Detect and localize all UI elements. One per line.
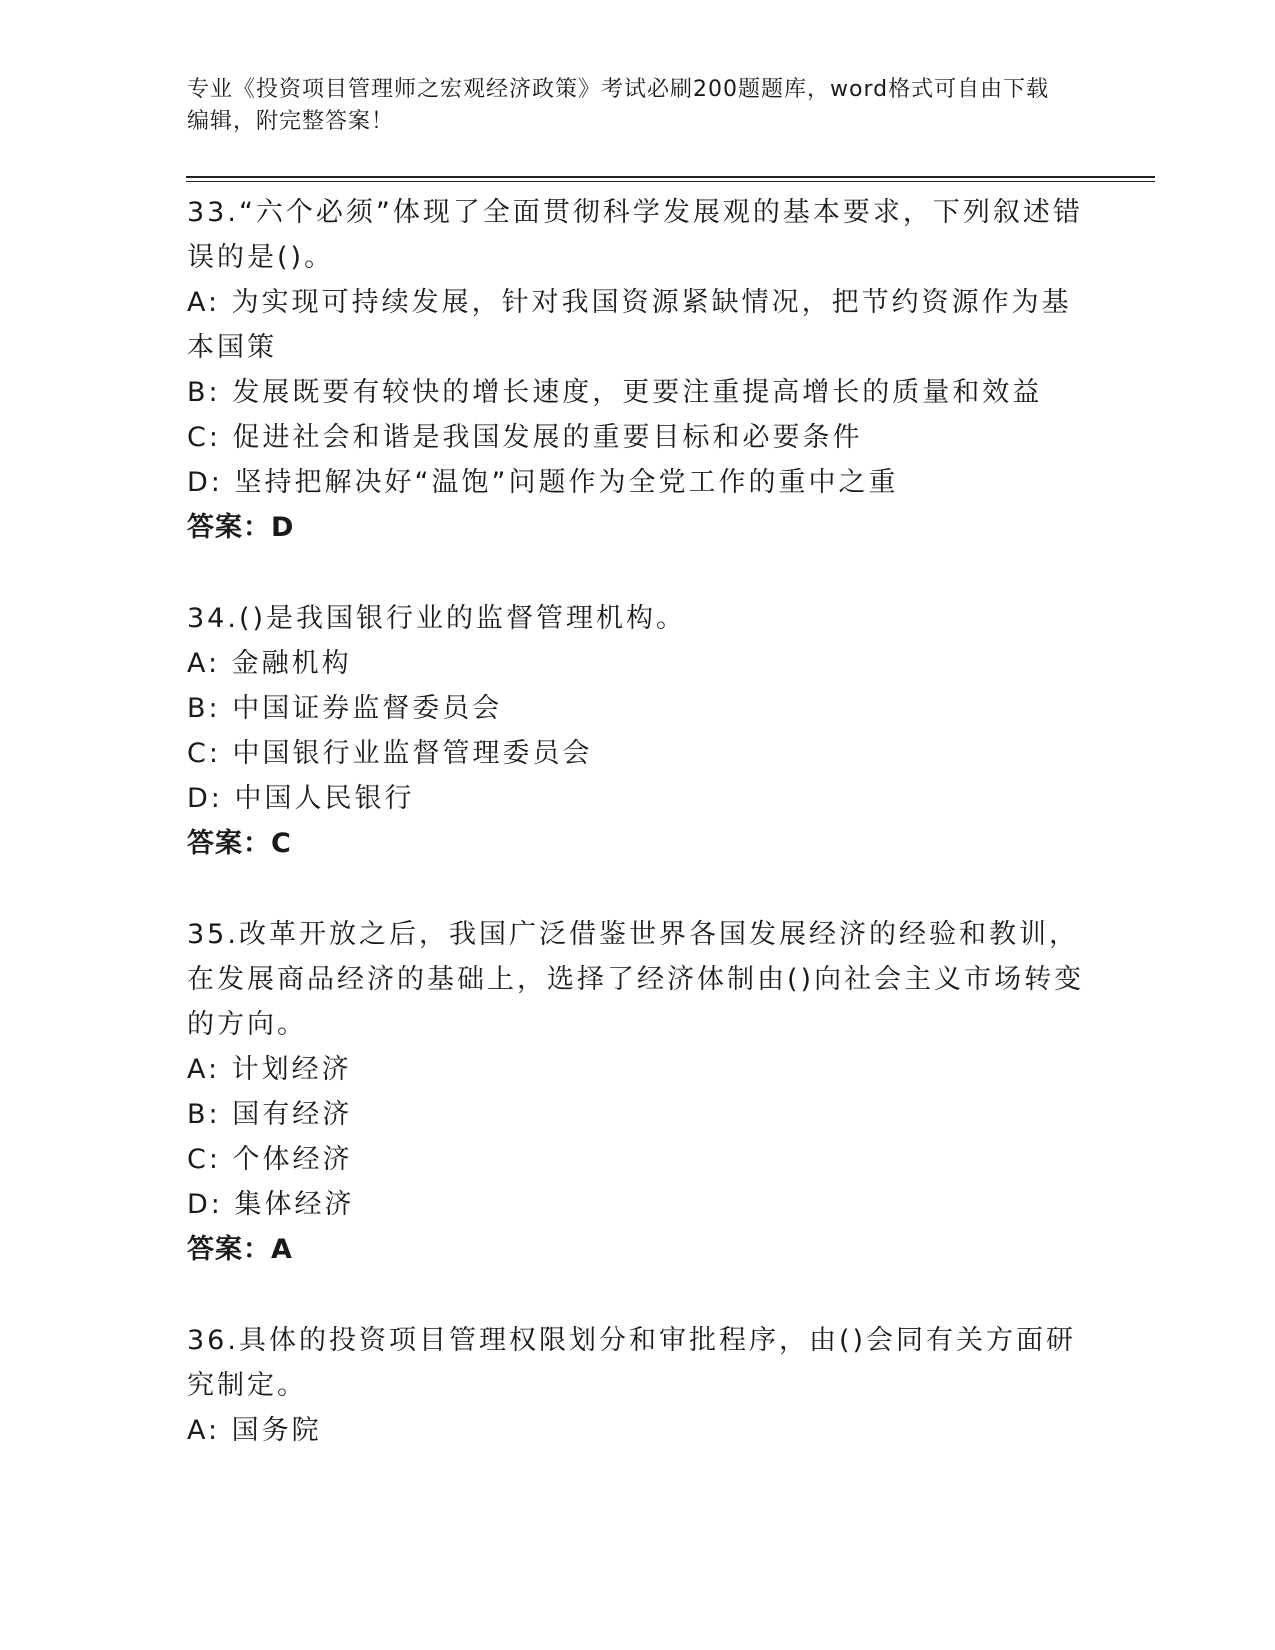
- header-rule-thick: [186, 176, 1155, 178]
- option-b: B: 中国证券监督委员会: [187, 693, 503, 724]
- question-stem: 36.具体的投资项目管理权限划分和审批程序，由()会同有关方面研究制定。: [187, 1325, 1077, 1401]
- header-rule-thin: [186, 181, 1155, 182]
- option-d: D: 集体经济: [187, 1189, 355, 1220]
- option-c: C: 促进社会和谐是我国发展的重要目标和必要条件: [187, 422, 863, 453]
- option-a: A: 计划经济: [187, 1054, 352, 1085]
- option-c: C: 中国银行业监督管理委员会: [187, 738, 593, 769]
- question-list: [187, 190, 1087, 1499]
- option-d: D: 中国人民银行: [187, 783, 415, 814]
- option-a: A: 国务院: [187, 1415, 322, 1446]
- option-b: B: 发展既要有较快的增长速度，更要注重提高增长的质量和效益: [187, 377, 1043, 408]
- option-a: A: 金融机构: [187, 648, 352, 679]
- answer: 答案：A: [187, 1234, 293, 1265]
- option-d: D: 坚持把解决好“温饱”问题作为全党工作的重中之重: [187, 467, 899, 498]
- question-stem: 35.改革开放之后，我国广泛借鉴世界各国发展经济的经验和教训，在发展商品经济的基础上，选择了经济体制由()向社会主义市场转变的方向。: [187, 919, 1085, 1040]
- question-block: [187, 190, 1087, 550]
- question-stem: 33.“六个必须”体现了全面贯彻科学发展观的基本要求，下列叙述错误的是()。: [187, 197, 1083, 273]
- option-b: B: 国有经济: [187, 1099, 353, 1130]
- option-c: C: 个体经济: [187, 1144, 353, 1175]
- question-block: [187, 912, 1087, 1272]
- question-stem: 34.()是我国银行业的监督管理机构。: [187, 603, 687, 634]
- option-a: A: 为实现可持续发展，针对我国资源紧缺情况，把节约资源作为基本国策: [187, 287, 1072, 363]
- page-header: 专业《投资项目管理师之宏观经济政策》考试必刷200题题库，word格式可自由下载编辑，附完整答案！: [187, 77, 1050, 134]
- answer: 答案：D: [187, 512, 295, 543]
- question-block: [187, 596, 1087, 866]
- question-block: [187, 1318, 1087, 1453]
- answer: 答案：C: [187, 828, 292, 859]
